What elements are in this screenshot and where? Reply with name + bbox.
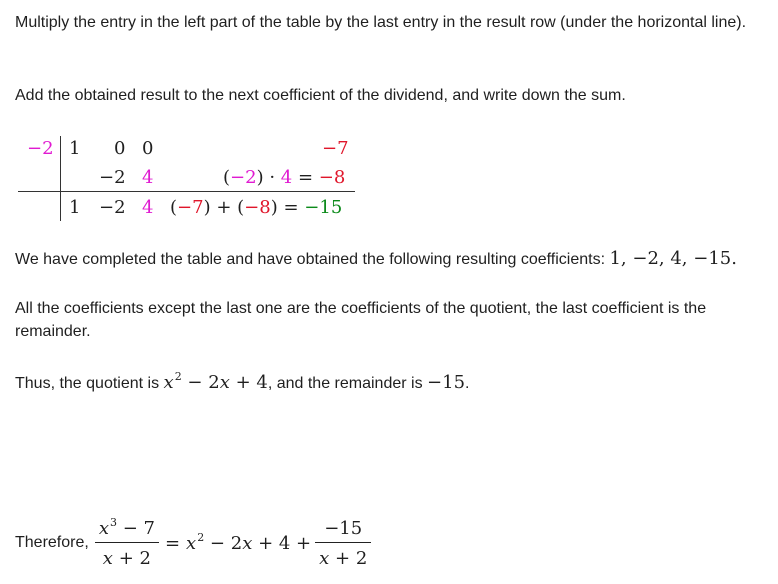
final-label: Therefore, (15, 534, 89, 551)
instruction-multiply: Multiply the entry in the left part of the table by the last entry in the result row (under the horizontal line). (15, 14, 747, 31)
result-coef-2: −2 (99, 197, 126, 218)
dividend-coef-3: 0 (142, 138, 154, 159)
table-vertical-divider (60, 136, 61, 221)
row2-value-1: −2 (99, 167, 126, 188)
result-coef-1: 1 (69, 197, 81, 218)
coefficients-summary: We have completed the table and have obtained the following resulting coefficients: 1, −2, 4, −15. (15, 248, 737, 269)
instruction-add: Add the obtained result to the next coefficient of the dividend, and write down the sum. (15, 87, 626, 104)
final-equation (15, 513, 371, 573)
rhs-fraction: $\frac{-15}{x + 2}$ (315, 518, 371, 569)
row2-value-2: 4 (142, 167, 154, 188)
dividend-coef-4: −7 (322, 138, 349, 159)
divisor-value: −2 (27, 138, 54, 159)
row3-calculation: (−7) + (−8) = −15 (170, 197, 343, 218)
lhs-fraction: $\frac{x^3 - 7}{x + 2}$ (95, 518, 159, 569)
dividend-coef-1: 1 (69, 138, 81, 159)
quotient-remainder-statement: Thus, the quotient is $x^2 - 2x + 4$, and the remainder is −15. (15, 370, 470, 393)
final-expression: $\frac{x^3 - 7}{x + 2}$ = $x^2 - 2x + 4$ + $\frac{-15}{x + 2}$ (95, 518, 371, 569)
row2-calculation: (−2) · 4 = −8 (223, 167, 346, 188)
synthetic-division-table (18, 134, 355, 224)
table-horizontal-divider (18, 191, 355, 192)
coefficients-explanation: All the coefficients except the last one are the coefficients of the quotient, the last coefficient is the remainder. (15, 300, 707, 340)
result-coef-3: 4 (142, 197, 154, 218)
dividend-coef-2: 0 (114, 138, 126, 159)
